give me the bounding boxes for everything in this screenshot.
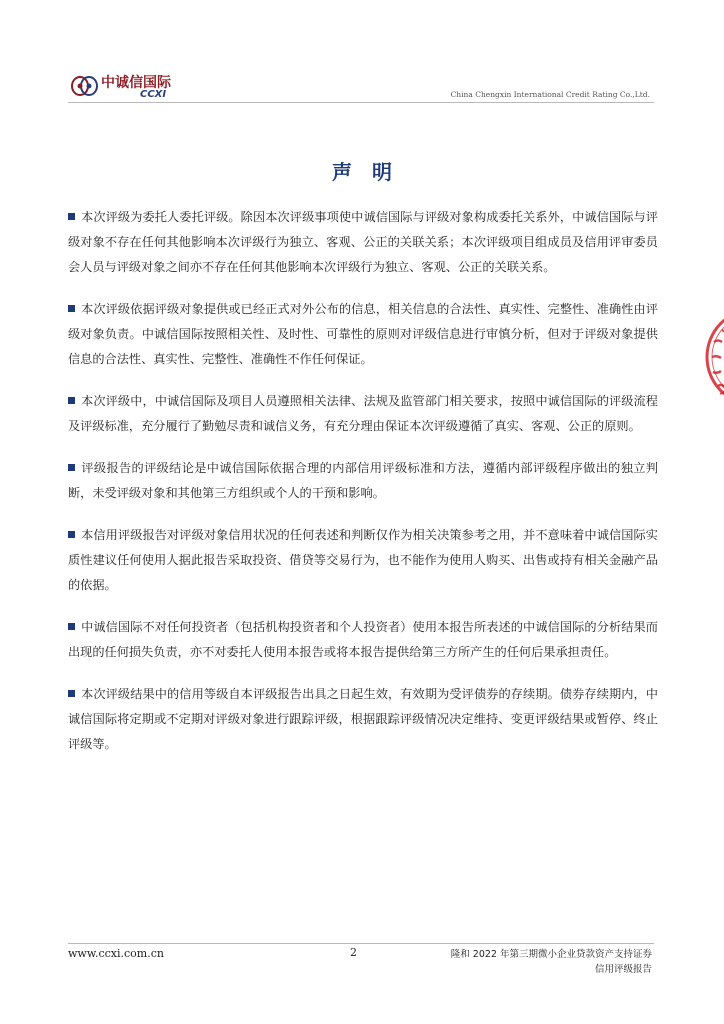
- square-bullet-icon: [68, 305, 75, 312]
- page-title: 声明: [332, 160, 412, 184]
- paragraph-text: 评级报告的评级结论是中诚信国际依据合理的内部信用评级标准和方法，遵循内部评级程序做出的独立判断，未受评级对象和其他第三方组织或个人的干预和影响。: [68, 461, 658, 500]
- page-number: 2: [350, 946, 357, 959]
- square-bullet-icon: [68, 531, 75, 538]
- declaration-paragraph: [68, 682, 658, 757]
- declaration-body: [68, 205, 658, 774]
- company-logo: [70, 70, 190, 104]
- ccxi-logo-icon: [70, 72, 100, 100]
- logo-chinese-text: 中诚信国际: [101, 75, 171, 91]
- footer-divider: [68, 943, 654, 944]
- report-title-line-2: 信用评级报告: [594, 964, 652, 975]
- square-bullet-icon: [68, 397, 75, 404]
- header-company-name: China Chengxin International Credit Rating Co.,Ltd.: [450, 90, 650, 99]
- paragraph-text: 本信用评级报告对评级对象信用状况的任何表述和判断仅作为相关决策参考之用，并不意味着中诚信国际实质性建议任何使用人据此报告采取投资、借贷等交易行为，也不能作为使用人购买、出售或持有相关金融产品的依据。: [68, 528, 658, 592]
- header-divider: [68, 102, 654, 103]
- square-bullet-icon: [68, 690, 75, 697]
- footer-website: www.ccxi.com.cn: [68, 947, 164, 960]
- paragraph-text: 本次评级结果中的信用等级自本评级报告出具之日起生效，有效期为受评债券的存续期。债券存续期内，中诚信国际将定期或不定期对评级对象进行跟踪评级，根据跟踪评级情况决定维持、变更评级结果或暂停、终止评级等。: [68, 687, 658, 751]
- report-title-line-1: 隆和 2022 年第三期微小企业贷款资产支持证券: [450, 949, 652, 960]
- logo-english-text: CCXI: [140, 89, 167, 100]
- declaration-paragraph: [68, 456, 658, 506]
- declaration-paragraph: [68, 523, 658, 598]
- paragraph-text: 本次评级为委托人委托评级。除因本次评级事项使中诚信国际与评级对象构成委托关系外，中诚信国际与评级对象不存在任何其他影响本次评级行为独立、客观、公正的关联关系；本次评级项目组成员及信用评审委员会人员与评级对象之间亦不存在任何其他影响本次评级行为独立、客观、公正的关联关系。: [68, 210, 658, 274]
- paragraph-text: 本次评级中，中诚信国际及项目人员遵照相关法律、法规及监管部门相关要求，按照中诚信国际的评级流程及评级标准，充分履行了勤勉尽责和诚信义务，有充分理由保证本次评级遵循了真实、客观、公正的原则。: [68, 394, 658, 433]
- declaration-paragraph: [68, 615, 658, 665]
- footer-report-title: [451, 947, 652, 977]
- square-bullet-icon: [68, 464, 75, 471]
- square-bullet-icon: [68, 213, 75, 220]
- declaration-paragraph: [68, 297, 658, 372]
- company-seal-stamp-icon: [700, 302, 724, 412]
- declaration-paragraph: [68, 205, 658, 280]
- square-bullet-icon: [68, 623, 75, 630]
- paragraph-text: 中诚信国际不对任何投资者（包括机构投资者和个人投资者）使用本报告所表述的中诚信国际的分析结果而出现的任何损失负责，亦不对委托人使用本报告或将本报告提供给第三方所产生的任何后果承担责任。: [68, 620, 658, 659]
- declaration-paragraph: [68, 389, 658, 439]
- paragraph-text: 本次评级依据评级对象提供或已经正式对外公布的信息，相关信息的合法性、真实性、完整性、准确性由评级对象负责。中诚信国际按照相关性、及时性、可靠性的原则对评级信息进行审慎分析，但对于评级对象提供信息的合法性、真实性、完整性、准确性不作任何保证。: [68, 302, 658, 366]
